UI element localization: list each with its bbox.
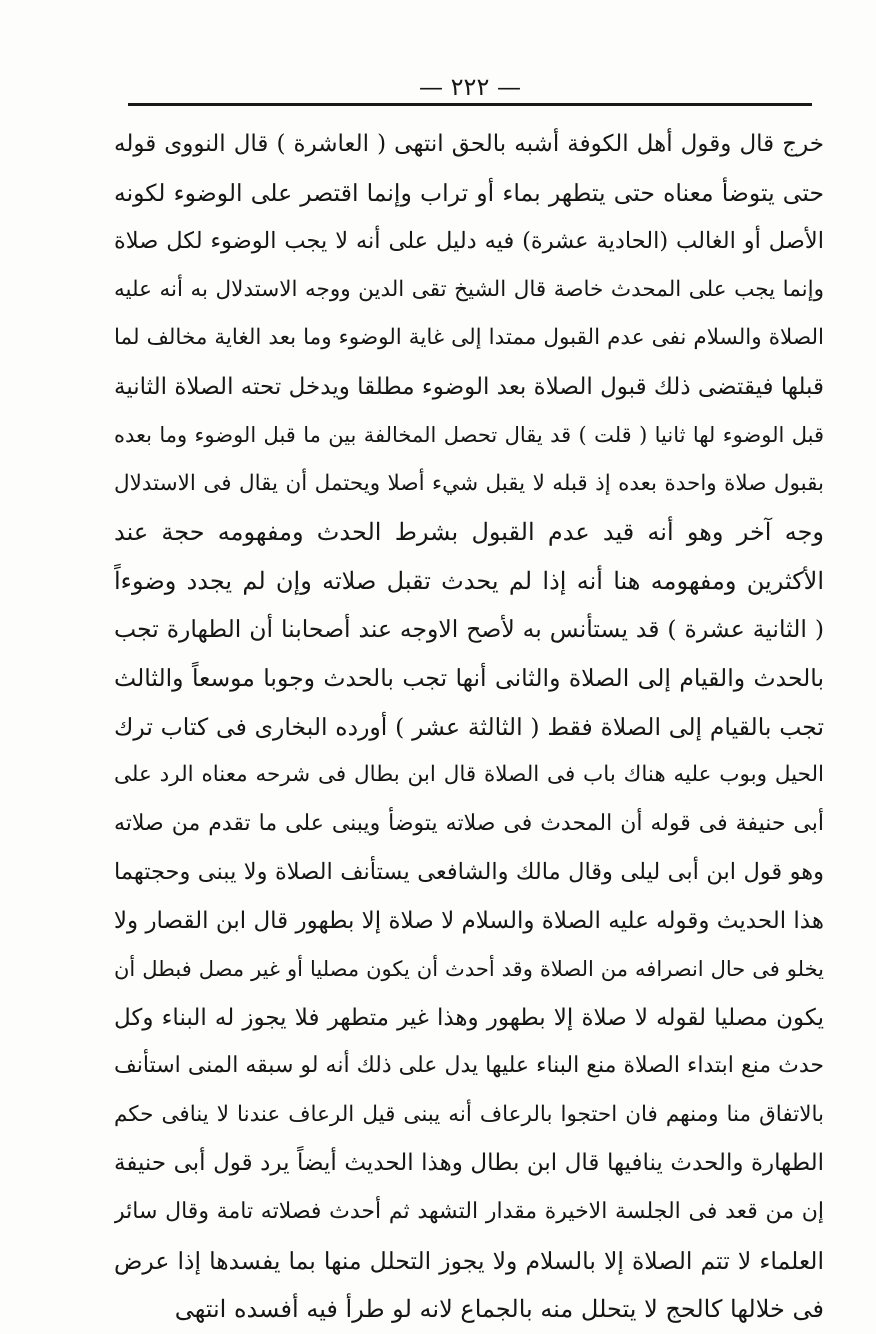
text-line: الصلاة والسلام نفى عدم القبول ممتدا إلى غاية الوضوء وما بعد الغاية مخالف لما (114, 325, 824, 351)
body-text (114, 120, 824, 1334)
text-line: فى خلالها كالحج لا يتحلل منه بالجماع لانه لو طرأ فيه أفسده انتهى (174, 1295, 824, 1324)
text-line: تجب بالقيام إلى الصلاة فقط ( الثالثة عشر ) أورده البخارى فى كتاب ترك (114, 712, 824, 741)
page-header (130, 70, 810, 104)
text-line: خرج قال وقول أهل الكوفة أشبه بالحق انتهى ( العاشرة ) قال النووى قوله (114, 131, 824, 157)
text-line: إن من قعد فى الجلسة الاخيرة مقدار التشهد ثم أحدث فصلاته تامة وقال سائر (114, 1199, 824, 1225)
text-line: يخلو فى حال انصرافه من الصلاة وقد أحدث أن يكون مصليا أو غير مصل فبطل أن (114, 957, 824, 982)
text-line: وإنما يجب على المحدث خاصة قال الشيخ تقى الدين ووجه الاستدلال به أنه عليه (114, 276, 824, 302)
header-rule (128, 103, 812, 106)
text-line: قبل الوضوء لها ثانيا ( قلت ) قد يقال تحصل المخالفة بين ما قبل الوضوء وما بعده (114, 423, 824, 448)
text-line: هذا الحديث وقوله عليه الصلاة والسلام لا صلاة إلا بطهور قال ابن القصار ولا (114, 907, 824, 934)
text-line: حتى يتوضأ معناه حتى يتطهر بماء أو تراب وإنما اقتصر على الوضوء لكونه (114, 178, 824, 207)
text-line: الطهارة والحدث ينافيها قال ابن بطال وهذا الحديث أيضاً يرد قول أبى حنيفة (114, 1150, 824, 1177)
text-line: يكون مصليا لقوله لا صلاة إلا بطهور وهذا غير متطهر فلا يجوز له البناء وكل (114, 1004, 824, 1031)
text-line: الأصل أو الغالب (الحادية عشرة) فيه دليل على أنه لا يجب الوضوء لكل صلاة (114, 228, 824, 255)
text-line: قبلها فيقتضى ذلك قبول الصلاة بعد الوضوء مطلقا ويدخل تحته الصلاة الثانية (114, 373, 824, 400)
text-line: وهو قول ابن أبى ليلى وقال مالك والشافعى يستأنف الصلاة ولا يبنى وحجتهما (114, 859, 824, 886)
text-line: بالحدث والقيام إلى الصلاة والثانى أنها تجب بالحدث وجوبا موسعاً والثالث (114, 664, 824, 693)
text-line: أبى حنيفة فى قوله أن المحدث فى صلاته يتوضأ ويبنى على ما تقدم من صلاته (114, 810, 824, 836)
text-line: بقبول صلاة واحدة بعده إذ قبله لا يقبل شيء أصلا ويحتمل أن يقال فى الاستدلال (114, 470, 824, 496)
text-line: بالاتفاق منا ومنهم فان احتجوا بالرعاف أنه يبنى قيل الرعاف عندنا لا ينافى حكم (114, 1101, 824, 1127)
page-number: — ٢٢٢ — (419, 73, 521, 101)
text-line: وجه آخر وهو أنه قيد عدم القبول بشرط الحدث ومفهومه حجة عند (114, 518, 824, 547)
text-line: حدث منع ابتداء الصلاة منع البناء عليها يدل على ذلك أنه لو سبقه المنى استأنف (114, 1053, 824, 1079)
text-line: ( الثانية عشرة ) قد يستأنس به لأصح الاوجه عند أصحابنا أن الطهارة تجب (114, 615, 824, 644)
text-line: الحيل وبوب عليه هناك باب فى الصلاة قال ابن بطال فى شرحه معناه الرد على (114, 762, 824, 788)
text-line: الأكثرين ومفهومه هنا أنه إذا لم يحدث تقبل صلاته وإن لم يجدد وضوءاً (114, 566, 824, 595)
text-line: العلماء لا تتم الصلاة إلا بالسلام ولا يجوز التحلل منها بما يفسدها إذا عرض (114, 1246, 824, 1275)
